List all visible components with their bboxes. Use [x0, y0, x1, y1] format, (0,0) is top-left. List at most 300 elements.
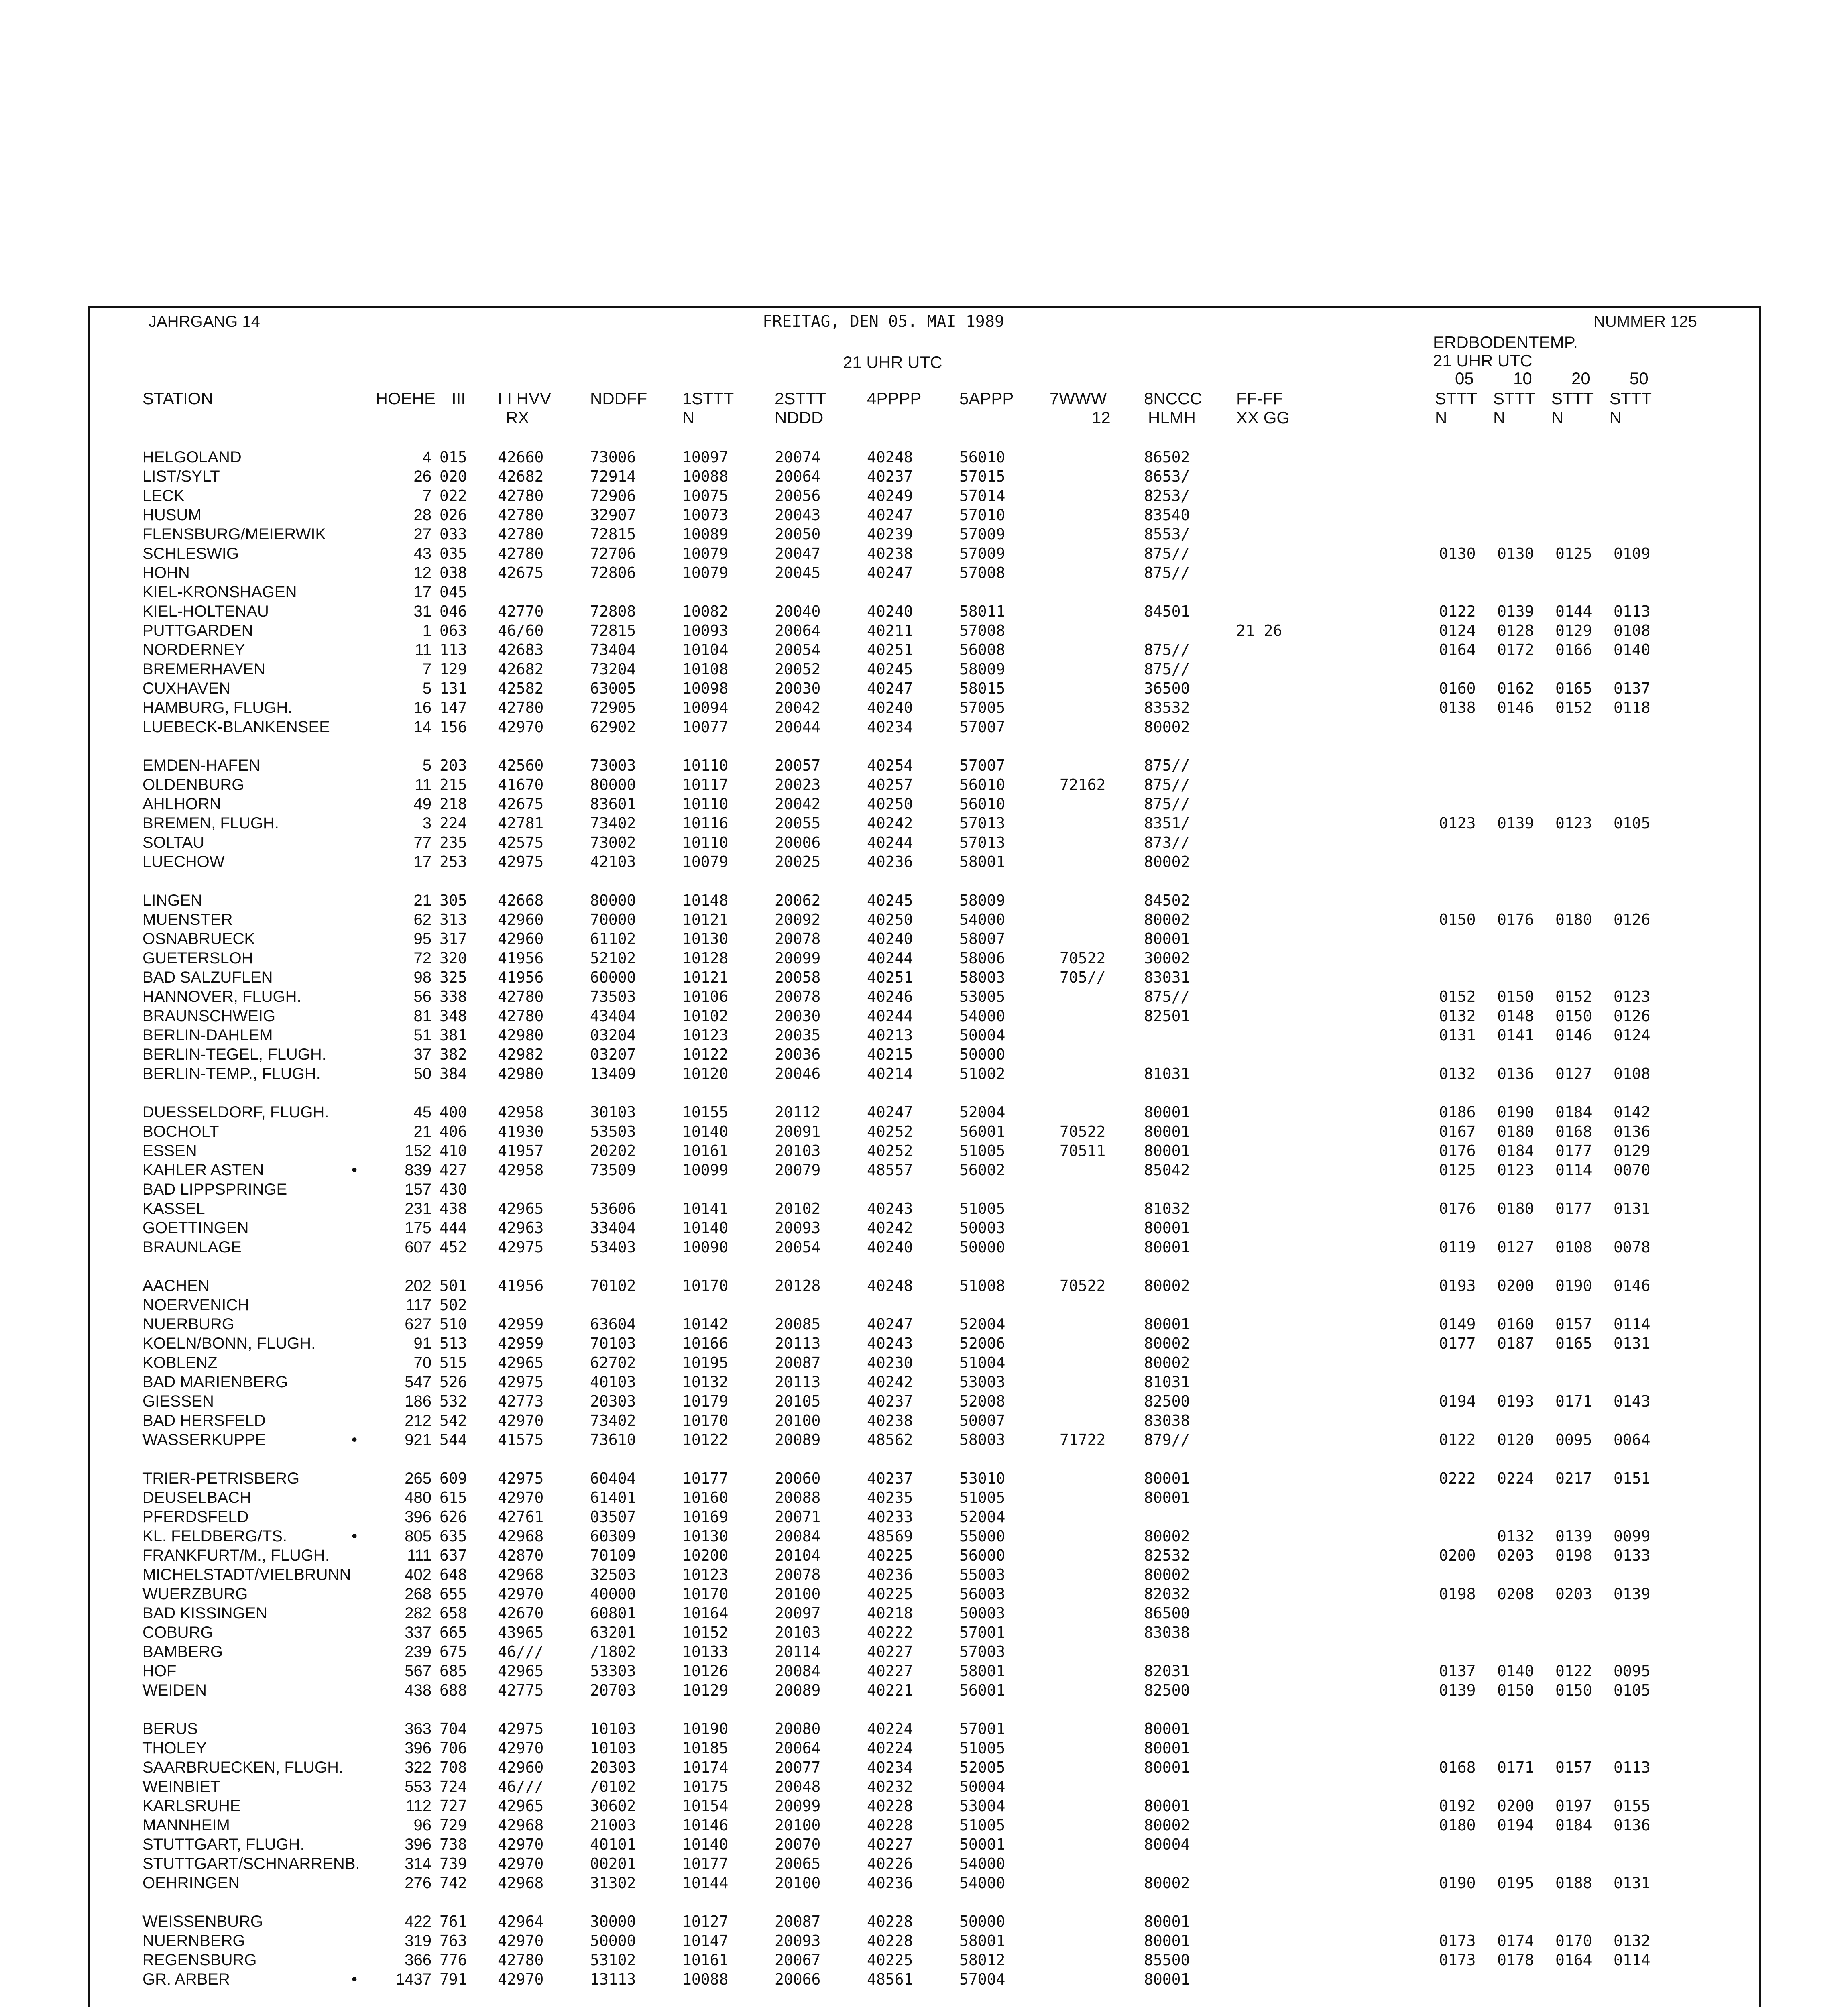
obs-group-3: 10130: [682, 1527, 729, 1545]
obs-group-2: 53403: [590, 1238, 636, 1256]
station-id: 704: [440, 1720, 467, 1738]
obs-group-1: 42780: [498, 1007, 544, 1025]
station-row: [0, 1661, 1848, 1681]
obs-group-3: 10104: [682, 641, 729, 659]
obs-group-1: 42780: [498, 1951, 544, 1969]
station-name: GUETERSLOH: [142, 949, 253, 967]
station-height: 396: [405, 1508, 431, 1526]
obs-group-3: 10161: [682, 1142, 729, 1160]
station-id: 708: [440, 1759, 467, 1776]
station-id: 724: [440, 1778, 467, 1795]
station-id: 430: [440, 1181, 467, 1198]
cloud-group: 81032: [1144, 1200, 1190, 1217]
soil-temp-10: 0139: [1497, 603, 1534, 620]
obs-group-4: 20084: [775, 1527, 821, 1545]
mountain-station-mark: •: [351, 1970, 357, 1988]
soil-temp-10: 0180: [1497, 1200, 1534, 1217]
station-id: 317: [440, 930, 467, 948]
soil-temp-05: 0119: [1439, 1238, 1476, 1256]
cloud-group: 80001: [1144, 1913, 1190, 1930]
obs-group-4: 20114: [775, 1643, 821, 1661]
obs-group-5: 40232: [867, 1778, 913, 1795]
station-id: 510: [440, 1315, 467, 1333]
obs-group-1: 42780: [498, 525, 544, 543]
obs-group-3: 10170: [682, 1277, 729, 1295]
obs-group-2: 73204: [590, 660, 636, 678]
station-name: WEINBIET: [142, 1778, 220, 1795]
station-height: 1437: [396, 1970, 431, 1988]
obs-group-1: 42975: [498, 1470, 544, 1487]
cloud-group: 875//: [1144, 564, 1190, 582]
obs-group-4: 20044: [775, 718, 821, 736]
station-row: [0, 679, 1848, 698]
obs-group-3: 10152: [682, 1624, 729, 1641]
obs-group-2: /0102: [590, 1778, 636, 1795]
obs-group-1: 42959: [498, 1335, 544, 1352]
soil-temp-05: 0190: [1439, 1874, 1476, 1892]
station-id: 147: [440, 699, 467, 716]
station-id: 218: [440, 795, 467, 813]
station-name: NOERVENICH: [142, 1296, 249, 1314]
cloud-group: 875//: [1144, 795, 1190, 813]
obs-group-3: 10166: [682, 1335, 729, 1352]
station-row: [0, 582, 1848, 602]
obs-group-4: 20104: [775, 1547, 821, 1564]
obs-group-3: 10170: [682, 1585, 729, 1603]
obs-group-3: 10079: [682, 564, 729, 582]
station-height: 175: [405, 1219, 431, 1237]
obs-group-5: 40245: [867, 892, 913, 909]
soil-temp-05: 0138: [1439, 699, 1476, 716]
cloud-group: 80002: [1144, 1335, 1190, 1352]
obs-group-6: 54000: [959, 1874, 1005, 1892]
obs-group-6: 57007: [959, 757, 1005, 774]
obs-group-6: 54000: [959, 911, 1005, 928]
station-id: 038: [440, 564, 467, 582]
cloud-group: 8653/: [1144, 468, 1190, 485]
obs-group-5: 40247: [867, 1315, 913, 1333]
obs-group-3: 10175: [682, 1778, 729, 1795]
obs-group-2: /1802: [590, 1643, 636, 1661]
obs-group-1: 42970: [498, 718, 544, 736]
obs-group-4: 20077: [775, 1759, 821, 1776]
station-height: 627: [405, 1315, 431, 1333]
weather-group: 70522: [1060, 1277, 1106, 1295]
station-row: [0, 1527, 1848, 1546]
station-height: 5: [422, 680, 431, 697]
soil-temp-05: 0132: [1439, 1007, 1476, 1025]
soil-temp-10: 0193: [1497, 1392, 1534, 1410]
station-row: [0, 602, 1848, 621]
soil-temp-50: 0146: [1614, 1277, 1651, 1295]
station-height: 70: [413, 1354, 431, 1372]
station-height: 276: [405, 1874, 431, 1892]
cloud-group: 873//: [1144, 834, 1190, 851]
station-row: [0, 1546, 1848, 1565]
obs-group-2: 72806: [590, 564, 636, 582]
obs-group-5: 40240: [867, 699, 913, 716]
station-id: 791: [440, 1970, 467, 1988]
obs-group-6: 57013: [959, 834, 1005, 851]
obs-group-3: 10120: [682, 1065, 729, 1083]
station-row: [0, 1372, 1848, 1392]
col-xxgg: XX GG: [1236, 408, 1290, 427]
obs-group-5: 40225: [867, 1585, 913, 1603]
soil-temp-10: 0128: [1497, 622, 1534, 639]
obs-group-1: 43965: [498, 1624, 544, 1641]
soil-temp-50: 0114: [1614, 1951, 1651, 1969]
obs-group-3: 10079: [682, 545, 729, 562]
obs-group-5: 40227: [867, 1662, 913, 1680]
cloud-group: 80002: [1144, 911, 1190, 928]
soil-temp-10: 0200: [1497, 1277, 1534, 1295]
obs-group-1: 41956: [498, 1277, 544, 1295]
station-height: 27: [413, 525, 431, 543]
obs-group-3: 10077: [682, 718, 729, 736]
obs-group-1: 42960: [498, 930, 544, 948]
soil-temp-50: 0126: [1614, 1007, 1651, 1025]
station-row: [0, 1199, 1848, 1218]
soil-temp-50: 0129: [1614, 1142, 1651, 1160]
obs-group-5: 48557: [867, 1161, 913, 1179]
obs-group-2: 63005: [590, 680, 636, 697]
station-id: 742: [440, 1874, 467, 1892]
cloud-group: 36500: [1144, 680, 1190, 697]
obs-group-4: 20043: [775, 506, 821, 524]
obs-group-2: 61401: [590, 1489, 636, 1506]
station-row: [0, 1719, 1848, 1738]
station-row: [0, 775, 1848, 794]
station-id: 063: [440, 622, 467, 639]
obs-group-6: 58006: [959, 949, 1005, 967]
cloud-group: 875//: [1144, 988, 1190, 1006]
col-soil-n-50: N: [1610, 408, 1622, 427]
station-height: 567: [405, 1662, 431, 1680]
obs-group-5: 48561: [867, 1970, 913, 1988]
station-row: [0, 698, 1848, 717]
soil-temp-50: 0132: [1614, 1932, 1651, 1950]
soil-temp-20: 0190: [1555, 1277, 1592, 1295]
station-name: LINGEN: [142, 892, 202, 909]
station-id: 035: [440, 545, 467, 562]
obs-group-6: 56003: [959, 1585, 1005, 1603]
station-id: 637: [440, 1547, 467, 1564]
cloud-group: 80001: [1144, 1219, 1190, 1237]
soil-temp-title: ERDBODENTEMP.: [1433, 333, 1578, 352]
obs-group-3: 10116: [682, 814, 729, 832]
soil-temp-50: 0114: [1614, 1315, 1651, 1333]
obs-group-5: 40227: [867, 1836, 913, 1853]
obs-group-1: 42975: [498, 853, 544, 871]
station-id: 113: [440, 641, 467, 659]
soil-temp-50: 0108: [1614, 1065, 1651, 1083]
obs-group-3: 10089: [682, 525, 729, 543]
soil-temp-20: 0152: [1555, 988, 1592, 1006]
soil-temp-05: 0168: [1439, 1759, 1476, 1776]
station-row: [0, 1604, 1848, 1623]
obs-group-3: 10128: [682, 949, 729, 967]
obs-group-3: 10110: [682, 795, 729, 813]
soil-temp-50: 0137: [1614, 680, 1651, 697]
station-name: SCHLESWIG: [142, 545, 239, 562]
obs-group-4: 20078: [775, 1566, 821, 1584]
station-name: KIEL-KRONSHAGEN: [142, 583, 297, 601]
obs-group-6: 57005: [959, 699, 1005, 716]
soil-temp-05: 0176: [1439, 1200, 1476, 1217]
obs-group-6: 58015: [959, 680, 1005, 697]
obs-group-6: 57008: [959, 622, 1005, 639]
obs-group-2: 52102: [590, 949, 636, 967]
col-soil-sttt-10: STTT: [1493, 389, 1535, 408]
station-name: BERLIN-TEMP., FLUGH.: [142, 1065, 321, 1083]
obs-group-4: 20064: [775, 622, 821, 639]
obs-group-4: 20093: [775, 1932, 821, 1950]
station-row: [0, 1064, 1848, 1083]
cloud-group: 879//: [1144, 1431, 1190, 1449]
obs-group-6: 56008: [959, 641, 1005, 659]
station-name: FRANKFURT/M., FLUGH.: [142, 1547, 330, 1564]
obs-group-1: 42780: [498, 506, 544, 524]
obs-group-5: 40243: [867, 1335, 913, 1352]
station-id: 706: [440, 1739, 467, 1757]
station-name: MANNHEIM: [142, 1816, 230, 1834]
station-height: 268: [405, 1585, 431, 1603]
obs-group-1: 42780: [498, 988, 544, 1006]
obs-group-2: 72706: [590, 545, 636, 562]
obs-group-4: 20052: [775, 660, 821, 678]
station-row: [0, 1353, 1848, 1372]
station-id: 776: [440, 1951, 467, 1969]
obs-group-1: 42960: [498, 1759, 544, 1776]
station-name: EMDEN-HAFEN: [142, 757, 261, 774]
cloud-group: 83038: [1144, 1624, 1190, 1641]
station-height: 839: [405, 1161, 431, 1179]
obs-group-4: 20064: [775, 1739, 821, 1757]
soil-temp-10: 0148: [1497, 1007, 1534, 1025]
obs-group-6: 50001: [959, 1836, 1005, 1853]
cloud-group: 80001: [1144, 1123, 1190, 1140]
obs-group-1: 41930: [498, 1123, 544, 1140]
station-row: [0, 891, 1848, 910]
soil-temp-20: 0171: [1555, 1392, 1592, 1410]
obs-group-5: 40237: [867, 1392, 913, 1410]
col-nddff: NDDFF: [590, 389, 647, 408]
station-name: HOF: [142, 1662, 177, 1680]
obs-group-5: 40214: [867, 1065, 913, 1083]
obs-group-1: 42575: [498, 834, 544, 851]
station-name: BAD HERSFELD: [142, 1412, 266, 1429]
obs-group-6: 55003: [959, 1566, 1005, 1584]
obs-group-2: 62702: [590, 1354, 636, 1372]
obs-group-1: 41575: [498, 1431, 544, 1449]
obs-group-4: 20054: [775, 641, 821, 659]
col-hlmh: HLMH: [1148, 408, 1196, 427]
soil-temp-05: 0132: [1439, 1065, 1476, 1083]
obs-group-2: 30602: [590, 1797, 636, 1815]
obs-group-2: 43404: [590, 1007, 636, 1025]
cloud-group: 80001: [1144, 1739, 1190, 1757]
station-name: KOBLENZ: [142, 1354, 218, 1372]
obs-group-3: 10129: [682, 1681, 729, 1699]
obs-group-1: 42870: [498, 1547, 544, 1564]
obs-group-4: 20045: [775, 564, 821, 582]
obs-group-3: 10122: [682, 1431, 729, 1449]
cloud-group: 80002: [1144, 1527, 1190, 1545]
soil-temp-05: 0192: [1439, 1797, 1476, 1815]
obs-group-6: 51004: [959, 1354, 1005, 1372]
station-id: 655: [440, 1585, 467, 1603]
station-height: 422: [405, 1913, 431, 1930]
cloud-group: 82031: [1144, 1662, 1190, 1680]
soil-temp-20: 0203: [1555, 1585, 1592, 1603]
station-row: [0, 1507, 1848, 1527]
obs-group-2: 10103: [590, 1720, 636, 1738]
station-name: BERLIN-TEGEL, FLUGH.: [142, 1046, 326, 1063]
col-hoehe: HOEHE: [375, 389, 436, 408]
cloud-group: 80001: [1144, 1720, 1190, 1738]
soil-temp-10: 0224: [1497, 1470, 1534, 1487]
obs-group-2: 00201: [590, 1855, 636, 1873]
obs-group-1: 42781: [498, 814, 544, 832]
weather-group: 70522: [1060, 1123, 1106, 1140]
obs-group-2: 13409: [590, 1065, 636, 1083]
obs-group-4: 20040: [775, 603, 821, 620]
obs-group-2: 83601: [590, 795, 636, 813]
station-height: 91: [413, 1335, 431, 1352]
col-2sttt: 2STTT: [775, 389, 826, 408]
soil-temp-50: 0126: [1614, 911, 1651, 928]
col-soil-sttt-05: STTT: [1435, 389, 1477, 408]
obs-group-2: 73610: [590, 1431, 636, 1449]
obs-group-3: 10174: [682, 1759, 729, 1776]
station-name: LUEBECK-BLANKENSEE: [142, 718, 330, 736]
obs-group-1: 41956: [498, 969, 544, 986]
obs-group-4: 20066: [775, 1970, 821, 1988]
station-height: 553: [405, 1778, 431, 1795]
obs-group-2: 72906: [590, 487, 636, 505]
station-id: 532: [440, 1392, 467, 1410]
col-depth-50: 50: [1630, 369, 1649, 388]
station-name: HUSUM: [142, 506, 201, 524]
obs-group-5: 40240: [867, 1238, 913, 1256]
soil-temp-05: 0200: [1439, 1547, 1476, 1564]
station-row: [0, 525, 1848, 544]
soil-temp-10: 0174: [1497, 1932, 1534, 1950]
weather-group: 72162: [1060, 776, 1106, 794]
obs-group-3: 10142: [682, 1315, 729, 1333]
soil-temp-50: 0105: [1614, 1681, 1651, 1699]
obs-group-6: 56001: [959, 1123, 1005, 1140]
station-row: [0, 756, 1848, 775]
obs-group-1: 42968: [498, 1816, 544, 1834]
station-id: 384: [440, 1065, 467, 1083]
station-height: 212: [405, 1412, 431, 1429]
obs-group-6: 51005: [959, 1739, 1005, 1757]
cloud-group: 80001: [1144, 1932, 1190, 1950]
station-height: 112: [406, 1797, 431, 1815]
station-height: 480: [405, 1489, 431, 1506]
mountain-station-mark: •: [351, 1527, 357, 1545]
station-name: HANNOVER, FLUGH.: [142, 988, 301, 1006]
cloud-group: 82501: [1144, 1007, 1190, 1025]
soil-temp-10: 0140: [1497, 1662, 1534, 1680]
station-name: LUECHOW: [142, 853, 225, 871]
cloud-group: 82500: [1144, 1392, 1190, 1410]
obs-group-3: 10155: [682, 1103, 729, 1121]
obs-group-3: 10075: [682, 487, 729, 505]
obs-group-4: 20093: [775, 1219, 821, 1237]
obs-group-4: 20085: [775, 1315, 821, 1333]
station-name: KAHLER ASTEN: [142, 1161, 264, 1179]
station-row: [0, 660, 1848, 679]
station-name: WEISSENBURG: [142, 1913, 263, 1930]
station-row: [0, 1295, 1848, 1315]
obs-group-4: 20103: [775, 1142, 821, 1160]
soil-temp-20: 0184: [1555, 1103, 1592, 1121]
station-row: [0, 486, 1848, 505]
station-height: 96: [413, 1816, 431, 1834]
station-row: [0, 1392, 1848, 1411]
soil-temp-05: 0173: [1439, 1951, 1476, 1969]
station-id: 763: [440, 1932, 467, 1950]
station-height: 16: [413, 699, 431, 716]
col-1sttt: 1STTT: [682, 389, 734, 408]
obs-group-3: 10177: [682, 1470, 729, 1487]
obs-time: 21 UHR UTC: [843, 353, 942, 372]
obs-group-1: 42770: [498, 603, 544, 620]
obs-group-6: 57001: [959, 1624, 1005, 1641]
station-name: WEIDEN: [142, 1681, 207, 1699]
soil-temp-05: 0176: [1439, 1142, 1476, 1160]
soil-temp-20: 0108: [1555, 1238, 1592, 1256]
col-4pppp: 4PPPP: [867, 389, 922, 408]
station-height: 282: [405, 1604, 431, 1622]
obs-group-5: 40238: [867, 545, 913, 562]
soil-temp-50: 0151: [1614, 1470, 1651, 1487]
soil-temp-20: 0150: [1555, 1681, 1592, 1699]
obs-group-2: 53303: [590, 1662, 636, 1680]
station-name: NORDERNEY: [142, 641, 245, 659]
station-row: [0, 1835, 1848, 1854]
obs-group-1: 42683: [498, 641, 544, 659]
col-soil-n-10: N: [1493, 408, 1506, 427]
cloud-group: 8553/: [1144, 525, 1190, 543]
obs-group-2: 62902: [590, 718, 636, 736]
obs-group-4: 20054: [775, 1238, 821, 1256]
obs-group-6: 58003: [959, 969, 1005, 986]
station-name: BOCHOLT: [142, 1123, 219, 1140]
soil-temp-50: 0155: [1614, 1797, 1651, 1815]
cloud-group: 81031: [1144, 1373, 1190, 1391]
obs-group-2: 30103: [590, 1103, 636, 1121]
station-id: 738: [440, 1836, 467, 1853]
obs-group-3: 10140: [682, 1836, 729, 1853]
obs-group-5: 40242: [867, 814, 913, 832]
station-id: 609: [440, 1470, 467, 1487]
soil-temp-10: 0203: [1497, 1547, 1534, 1564]
soil-temp-10: 0200: [1497, 1797, 1534, 1815]
station-height: 26: [413, 468, 431, 485]
obs-group-4: 20060: [775, 1470, 821, 1487]
station-id: 427: [440, 1161, 467, 1179]
col-8nccc: 8NCCC: [1144, 389, 1202, 408]
obs-group-2: 73503: [590, 988, 636, 1006]
soil-temp-20: 0123: [1555, 814, 1592, 832]
station-row: [0, 1565, 1848, 1584]
obs-group-5: 40254: [867, 757, 913, 774]
obs-group-5: 40240: [867, 930, 913, 948]
obs-group-6: 55000: [959, 1527, 1005, 1545]
